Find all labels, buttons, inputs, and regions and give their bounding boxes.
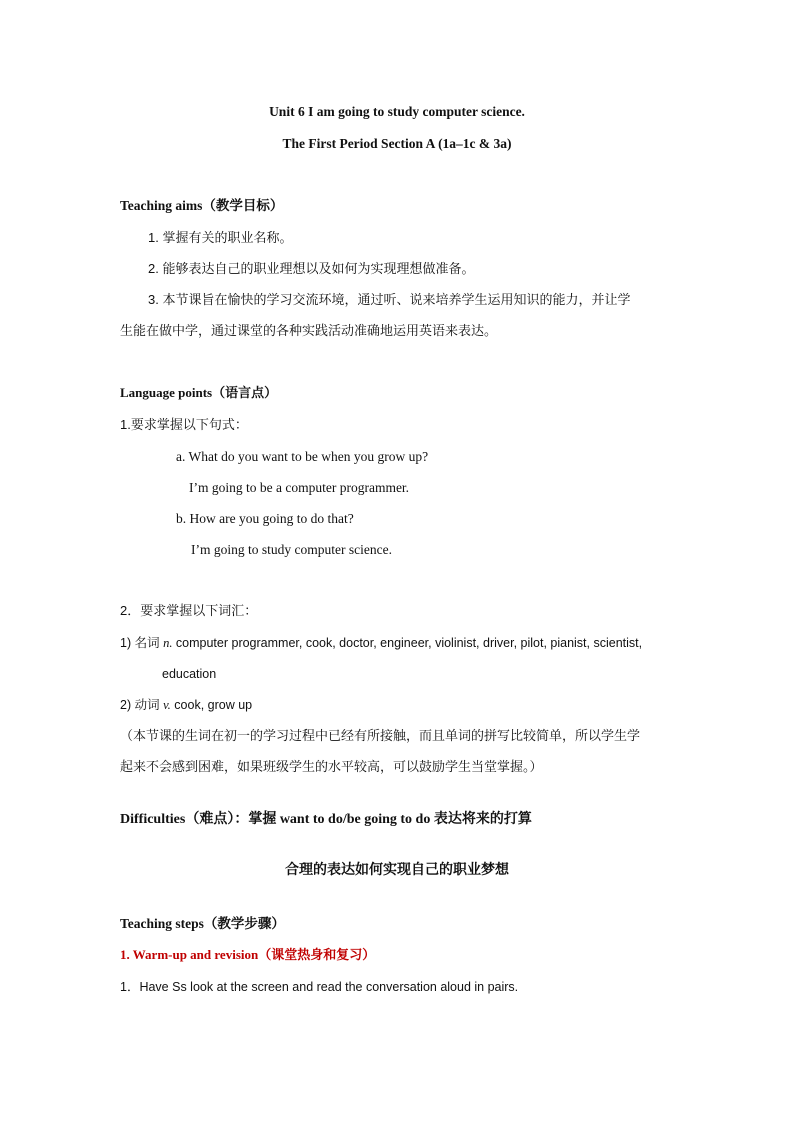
teaching-steps-heading: Teaching steps（教学步骤） <box>120 916 285 931</box>
note-line-1: （本节课的生词在初一的学习过程中已经有所接触，而且单词的拼写比较简单，所以学生学 <box>120 728 641 743</box>
step-1-heading: 1. Warm-up and revision（课堂热身和复习） <box>120 947 376 962</box>
nouns-pos: n. <box>163 636 173 650</box>
verbs-prefix: 2) 动词 <box>120 698 164 712</box>
language-points-heading: Language points（语言点） <box>120 385 278 400</box>
nouns-cont: education <box>162 667 217 681</box>
difficulties-line-1: Difficulties（难点）：掌握 want to do/be going to do 表达将来的打算 <box>120 812 532 827</box>
vocab-intro: 2．要求掌握以下词汇： <box>120 603 258 618</box>
verbs-list: cook, grow up <box>170 698 253 712</box>
sentence-b: b. How are you going to do that? <box>176 511 354 526</box>
verbs-pos: v. <box>163 698 171 712</box>
aim-item-3: 3. 本节课旨在愉快的学习交流环境，通过听、说来培养学生运用知识的能力，并让学 <box>148 292 631 307</box>
aim-item-2: 2. 能够表达自己的职业理想以及如何为实现理想做准备。 <box>148 261 475 276</box>
note-line-2: 起来不会感到困难，如果班级学生的水平较高，可以鼓励学生当堂掌握。） <box>120 759 543 774</box>
period-title: The First Period Section A (1a–1c & 3a) <box>282 136 512 151</box>
nouns-line <box>120 634 642 652</box>
aim-item-3-cont: 生能在做中学，通过课堂的各种实践活动准确地运用英语来表达。 <box>120 323 498 338</box>
difficulties-line-2: 合理的表达如何实现自己的职业梦想 <box>285 863 509 878</box>
sentence-a: a. What do you want to be when you grow up? <box>176 449 429 464</box>
sentences-intro: 1.要求掌握以下句式： <box>120 417 248 432</box>
step-1-item-1: 1．Have Ss look at the screen and read the conversation aloud in pairs. <box>120 980 519 994</box>
unit-title: Unit 6 I am going to study computer science. <box>269 104 525 119</box>
sentence-a-answer: I’m going to be a computer programmer. <box>189 480 410 495</box>
verbs-line <box>120 696 252 714</box>
nouns-prefix: 1) 名词 <box>120 636 164 650</box>
sentence-b-answer: I’m going to study computer science. <box>191 542 392 557</box>
nouns-list: computer programmer, cook, doctor, engineer, violinist, driver, pilot, pianist, scientist, <box>172 636 643 650</box>
aim-item-1: 1. 掌握有关的职业名称。 <box>148 230 293 245</box>
teaching-aims-heading: Teaching aims（教学目标） <box>120 198 284 213</box>
